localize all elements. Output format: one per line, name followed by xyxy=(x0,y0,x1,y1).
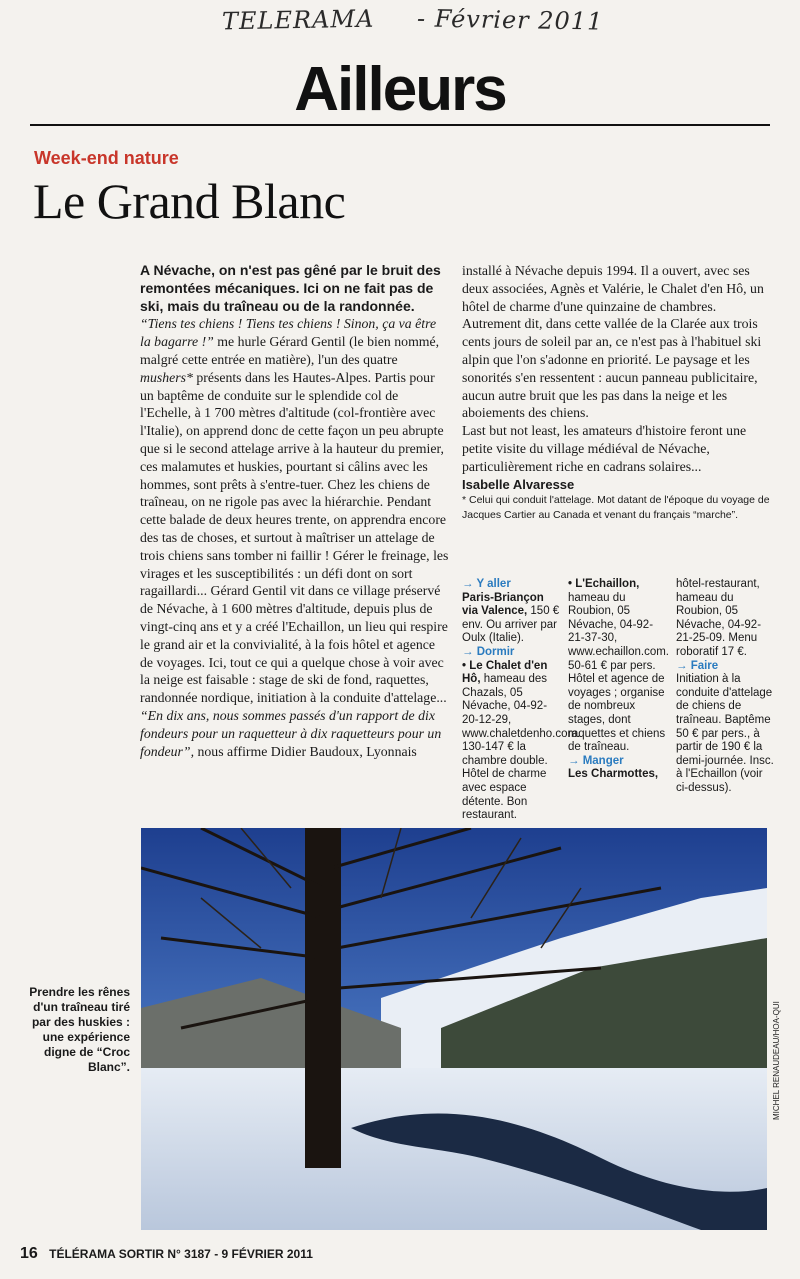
article-body-4: Last but not least, les amateurs d'histoire feront une petite visite du village médiéval de Névache, particulièrement riche en cadrans solaires... xyxy=(462,423,747,474)
info-text: hameau du Roubion, 05 Névache, 04-92-21-37-30, www.echaillon.com. 50-61 € par pers. Hôtel et agence de voyages ; organise de nombreux stages, dont raquettes et chiens de traîneau. xyxy=(568,591,669,754)
info-echaillon xyxy=(568,578,668,755)
handwritten-magazine: TELERAMA xyxy=(221,4,375,36)
info-chalet xyxy=(462,659,581,823)
section-rule xyxy=(30,124,770,126)
info-faire: Initiation à la conduite d'attelage de chiens de traîneau. Baptême 50 € par pers., à partir de 190 € la demi-journée. Insc. à l'Echaillon (voir ci-dessus). xyxy=(676,673,774,794)
body-text: me hurle Gérard Gentil (le bien nommé, malgré cette entrée en matière), l'un des quatre xyxy=(140,334,440,367)
article-column-1 xyxy=(140,262,450,760)
footer-issue: TÉLÉRAMA SORTIR N° 3187 - 9 FÉVRIER 2011 xyxy=(49,1247,313,1261)
info-charmottes-cont: hôtel-restaurant, hameau du Roubion, 05 Névache, 04-92-21-25-09. Menu roboratif 17 €. xyxy=(676,578,762,658)
page-number: 16 xyxy=(20,1245,38,1262)
article-body-2 xyxy=(140,707,450,760)
article-column-2 xyxy=(462,262,772,523)
mushers-term: mushers* xyxy=(140,369,193,385)
info-heading-y-aller: → Y aller xyxy=(462,578,511,590)
article-lead: A Névache, on n'est pas gêné par le bruit des remontées mécaniques. Ici on ne fait pas de ski, mais du traîneau ou de la randonnée. xyxy=(140,262,441,314)
info-column-1 xyxy=(462,578,581,823)
footnote: * Celui qui conduit l'attelage. Mot datant de l'époque du voyage de Jacques Cartier au Canada et venant du français “marche”. xyxy=(462,494,770,522)
author-signature: Isabelle Alvaresse xyxy=(462,476,575,492)
info-charmottes xyxy=(568,768,668,782)
snow-landscape-illustration xyxy=(141,828,767,1230)
info-heading-dormir: → Dormir xyxy=(462,645,515,658)
info-column-3 xyxy=(676,578,776,796)
page-footer xyxy=(20,1245,313,1263)
quote: “En dix ans, nous sommes passés d'un rapport de dix fondeurs pour un raquetteur à dix raquetteurs pour un fondeur”, xyxy=(140,707,442,759)
info-bold: Paris-Briançon via Valence, xyxy=(462,591,544,618)
quote: “Tiens tes chiens ! Tiens tes chiens ! Sinon, ça va être la bagarre !” xyxy=(140,316,437,350)
info-column-2 xyxy=(568,578,668,782)
article-body-3: installé à Névache depuis 1994. Il a ouvert, avec ses deux associées, Agnès et Valérie, le Chalet d'en Hô, un hôtel de charme d'une quinzaine de chambres. Autrement dit, dans cette vallée de la Clarée aux trois cents jours de soleil par an, ce n'est pas à l'habituel ski alpin que l'on s'adonne en priorité. Le paysage et les sonorités s'en ressentent : aucun panneau publicitaire, aucun autre bruit que les pas dans la neige et les aboiements des chiens. xyxy=(462,263,764,421)
handwritten-note xyxy=(222,6,662,50)
info-heading-manger: → Manger xyxy=(568,754,624,767)
body-text: nous affirme Didier Baudoux, Lyonnais xyxy=(194,743,417,759)
info-text: hameau des Chazals, 05 Névache, 04-92-20-12-29, www.chaletdenho.com. 130-147 € la chambre double. Hôtel de charme avec espace détente. Bon restaurant. xyxy=(462,673,581,822)
photo-caption: Prendre les rênes d'un traîneau tiré par des huskies : une expérience digne de “Croc Blanc”. xyxy=(29,985,130,1074)
photo-credit: MICHEL RENAUDEAU/HOA-QUI xyxy=(772,1001,781,1120)
info-text: 150 € env. Ou arriver par Oulx (Italie). xyxy=(462,605,560,645)
kicker: Week-end nature xyxy=(34,148,179,168)
section-title: Ailleurs xyxy=(294,55,506,124)
info-heading-faire: → Faire xyxy=(676,659,719,672)
info-bold: Les Charmottes, xyxy=(568,768,659,781)
snow-landscape-photo xyxy=(141,828,767,1230)
info-y-aller xyxy=(462,592,562,646)
article-body-1 xyxy=(140,315,450,707)
handwritten-date: - Février 2011 xyxy=(416,4,604,36)
body-text: présents dans les Hautes-Alpes. Partis pour un baptême de conduite sur le splendide col de l'Echelle, à 1 700 mètres d'altitude (col-frontière avec l'Italie), on apprend donc de cette façon un peu abrupte que si le second attelage arrive à la hauteur du premier, ces malamutes et huskies, pourtant si câlins avec les hommes, sont prêts à s'entre-tuer. Chez les chiens de traîneau, on ne rigole pas avec la hiérarchie. Pendant cette balade de deux heures trente, on apprendra encore des tas de choses, et surtout à maîtriser un attelage de trois chiens sans tomber ni faillir ! Gérer le freinage, les virages et les susceptibilités : un défi dont on sort ragaillardi... Gérard Gentil vit dans ce village préservé de Névache, à 1 600 mètres d'altitude, depuis plus de vingt-cinq ans et y a créé l'Echaillon, un lieu qui respire le grand air et la convivialité, à la fois hôtel et agence de voyages. Ici, tout ce qui a quelque chose à voir avec la neige est faisable : stage de ski de fond, raquettes, randonnée nordique, initiation à la conduite d'attelage... xyxy=(140,369,449,706)
info-bold: • L'Echaillon, xyxy=(568,578,640,590)
info-bold: • Le Chalet d'en Hô, xyxy=(462,659,548,686)
headline: Le Grand Blanc xyxy=(33,173,346,229)
